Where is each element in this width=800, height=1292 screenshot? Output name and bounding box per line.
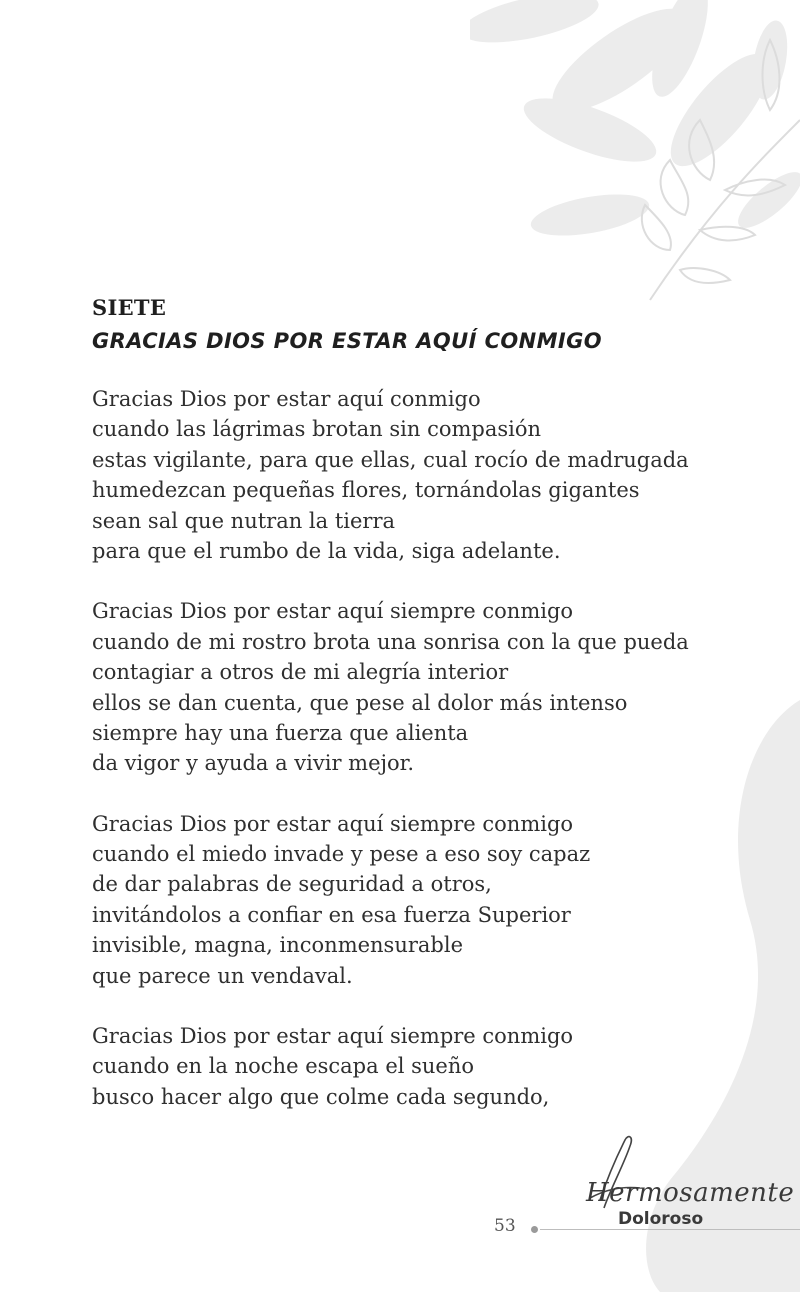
page-footer xyxy=(0,1130,800,1250)
poem-title: GRACIAS DIOS POR ESTAR AQUÍ CONMIGO xyxy=(92,329,603,353)
poem-line: invitándolos a confiar en esa fuerza Superior xyxy=(92,902,571,927)
poem-line: cuando de mi rostro brota una sonrisa con la que pueda xyxy=(92,629,689,654)
footer-dot xyxy=(531,1226,538,1233)
leaf-branch-decoration xyxy=(470,0,800,320)
poem-line: da vigor y ayuda a vivir mejor. xyxy=(92,751,415,776)
stanza xyxy=(92,384,782,566)
poem-line: cuando el miedo invade y pese a eso soy capaz xyxy=(92,842,591,867)
footer-rule xyxy=(540,1229,800,1230)
poem-line: Gracias Dios por estar aquí conmigo xyxy=(92,387,481,411)
stanza xyxy=(92,809,782,991)
poem-line: busco hacer algo que colme cada segundo, xyxy=(92,1084,550,1109)
stanza xyxy=(92,1021,782,1112)
poem-line: cuando en la noche escapa el sueño xyxy=(92,1054,475,1079)
brand-subtitle: Doloroso xyxy=(618,1209,704,1229)
poem-line: que parece un vendaval. xyxy=(92,963,353,988)
poem-line: cuando las lágrimas brotan sin compasión xyxy=(92,417,542,442)
page-number: 53 xyxy=(494,1216,516,1236)
poem-line: Gracias Dios por estar aquí siempre conmigo xyxy=(92,811,574,836)
poem-line: de dar palabras de seguridad a otros, xyxy=(92,872,492,897)
poem-content xyxy=(92,292,782,1142)
stanza xyxy=(92,596,782,778)
poem-line: Gracias Dios por estar aquí siempre conmigo xyxy=(92,599,574,624)
poem-line: humedezcan pequeñas flores, tornándolas gigantes xyxy=(92,478,640,503)
poem-line: contagiar a otros de mi alegría interior xyxy=(92,660,509,685)
poem-line: ellos se dan cuenta, que pese al dolor más intenso xyxy=(92,690,628,715)
poem-line: siempre hay una fuerza que alienta xyxy=(92,720,469,745)
poem-line: estas vigilante, para que ellas, cual rocío de madrugada xyxy=(92,447,689,472)
poem-line: invisible, magna, inconmensurable xyxy=(92,933,464,958)
poem-line: para que el rumbo de la vida, siga adelante. xyxy=(92,538,561,563)
poem-line: Gracias Dios por estar aquí siempre conmigo xyxy=(92,1024,574,1049)
brand-script-title: Hermosamente xyxy=(586,1178,795,1208)
poem-line: sean sal que nutran la tierra xyxy=(92,508,396,533)
chapter-number: SIETE xyxy=(92,295,167,320)
